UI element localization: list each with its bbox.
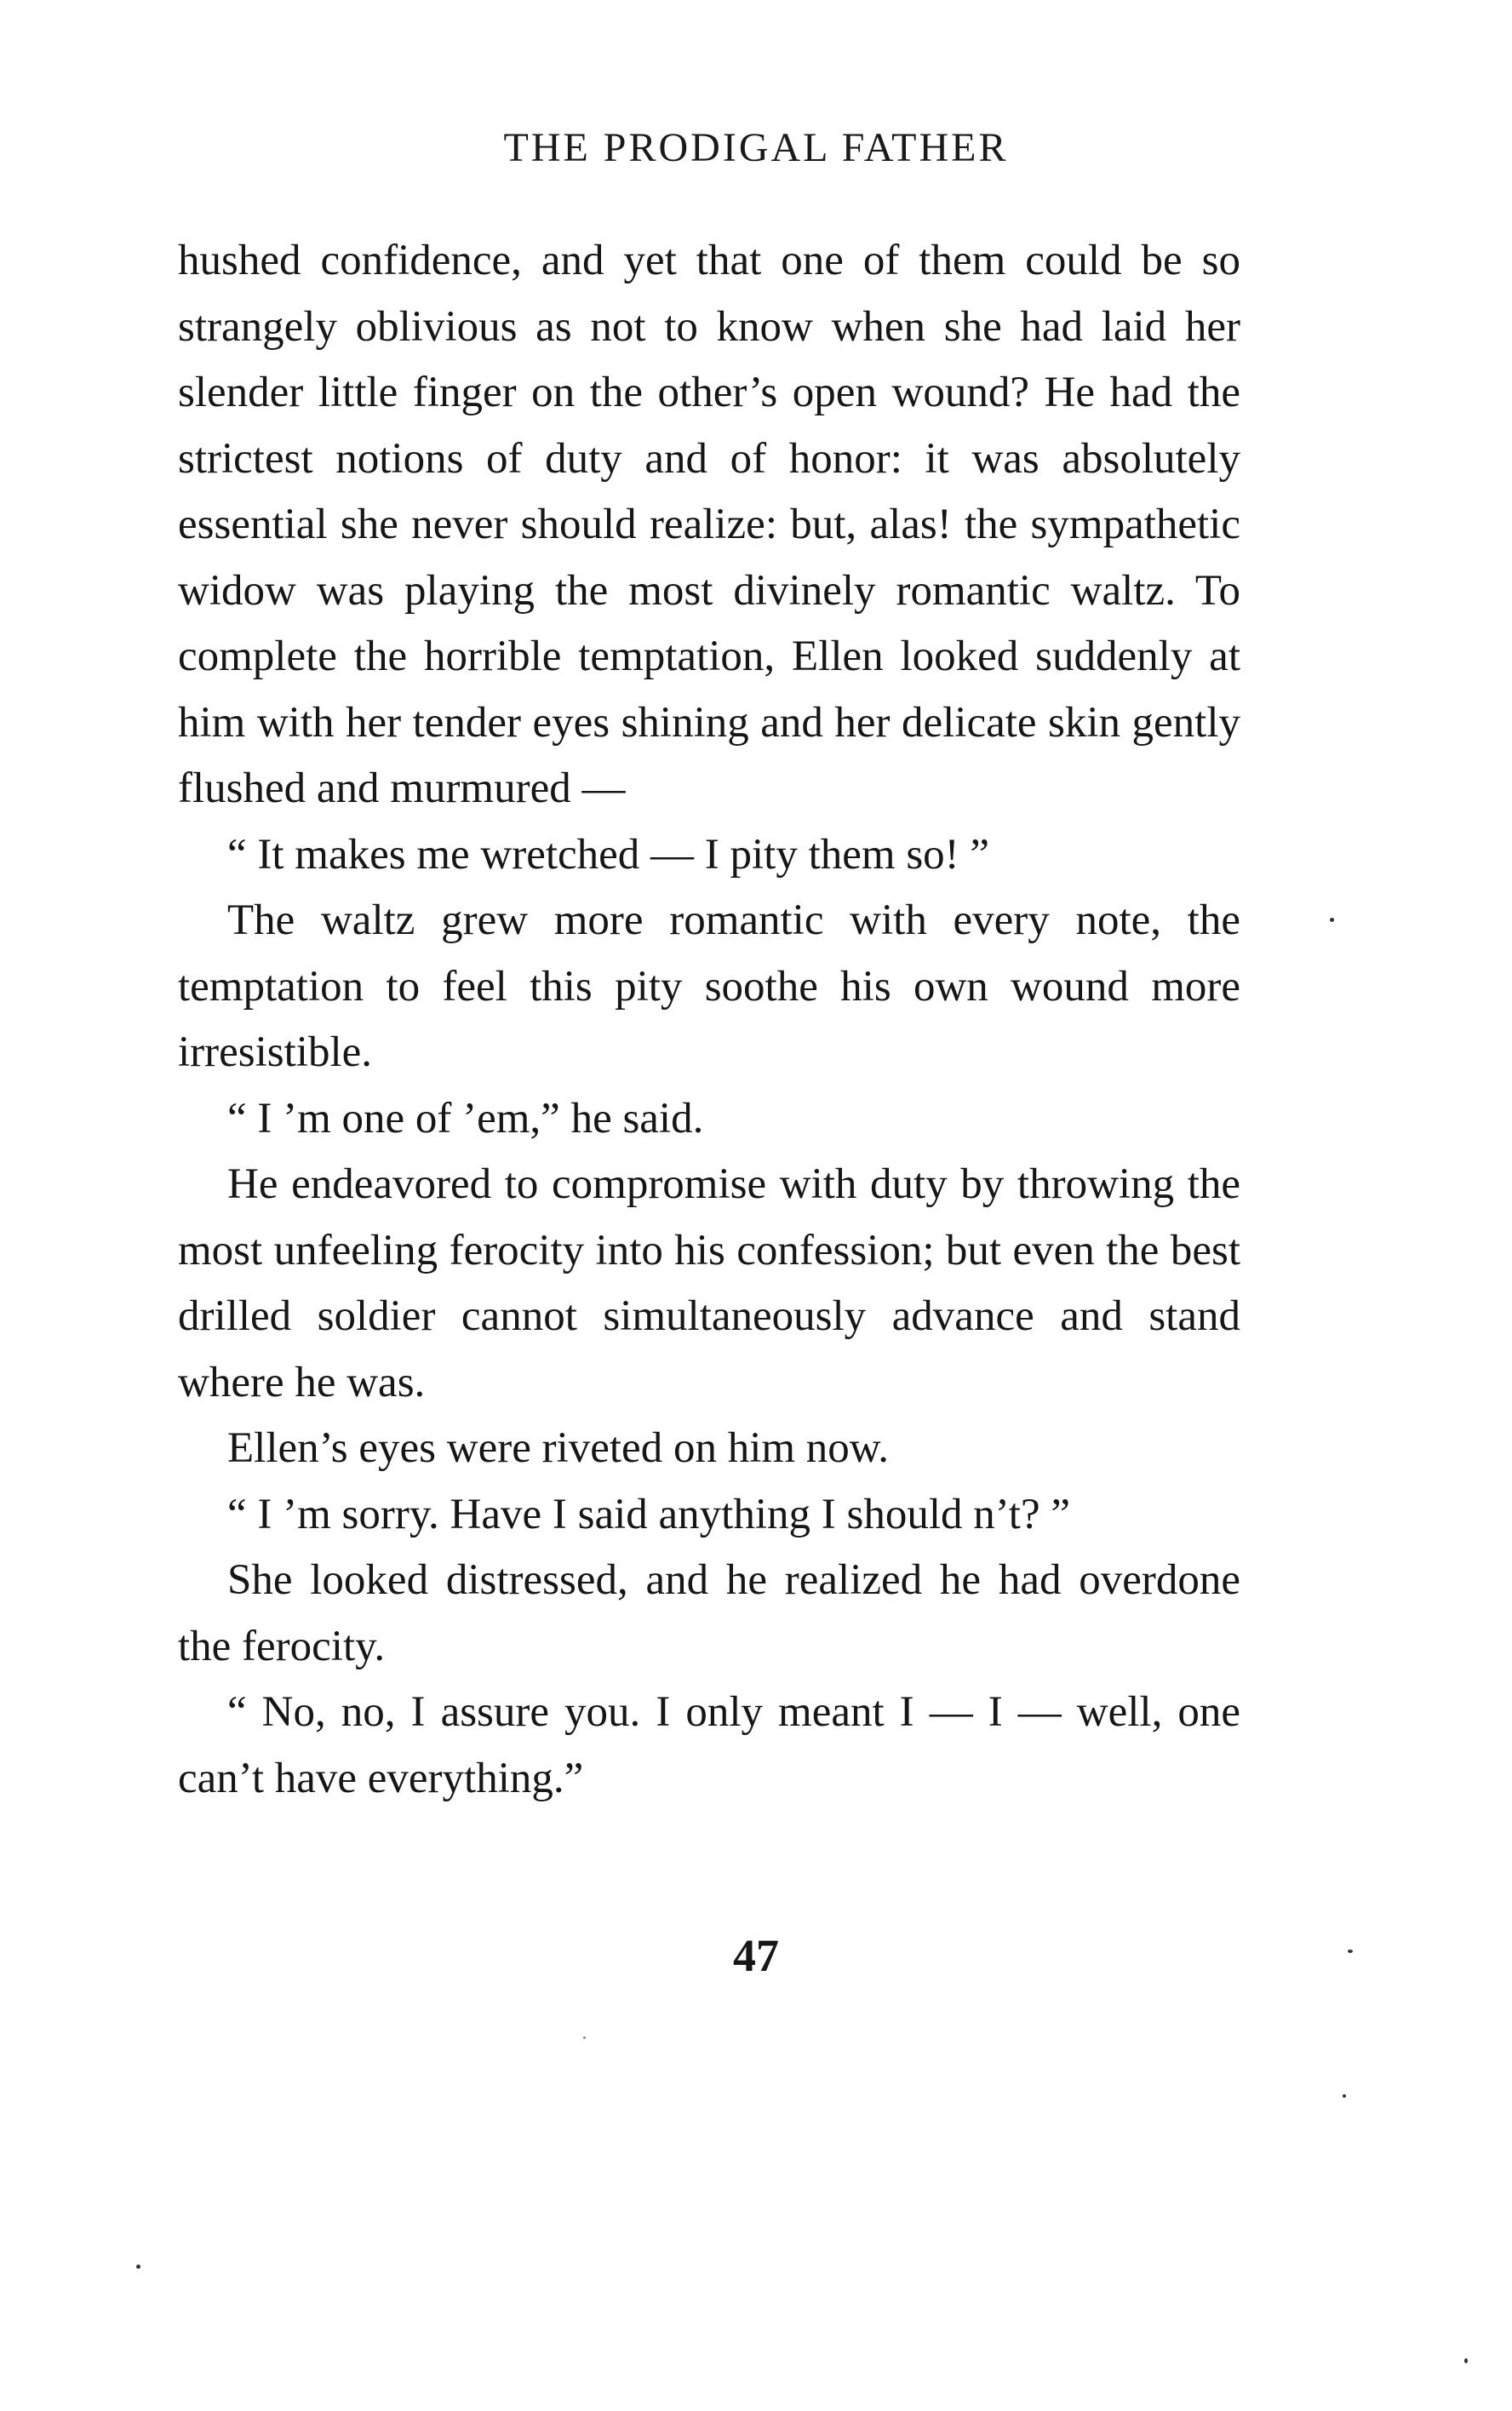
scan-speck	[1464, 2358, 1468, 2363]
scan-speck	[1330, 918, 1334, 922]
paragraph: She looked distressed, and he realized he had overdone the ferocity.	[178, 1556, 1240, 1670]
scan-speck	[583, 2036, 586, 2039]
paragraph: “ It makes me wretched — I pity them so! ”	[227, 830, 990, 879]
paragraph: He endeavored to compromise with duty by throwing the most unfeeling ferocity into his confession; but even the best drilled soldier cannot simultaneously advance and stand where he was.	[178, 1160, 1240, 1406]
scan-speck	[136, 2265, 140, 2269]
paragraph: “ I ’m sorry. Have I said anything I should n’t? ”	[227, 1490, 1070, 1538]
paragraph: The waltz grew more romantic with every note, the temptation to feel this pity soothe his own wound more irresistible.	[178, 896, 1240, 1076]
running-head: THE PRODIGAL FATHER	[503, 125, 1009, 170]
scan-speck	[1343, 2094, 1346, 2098]
body-text	[178, 228, 1240, 1812]
paragraph: Ellen’s eyes were riveted on him now.	[227, 1424, 890, 1472]
paragraph: “ No, no, I assure you. I only meant I — I — well, one can’t have everything.”	[178, 1688, 1240, 1802]
paragraph: hushed confidence, and yet that one of them could be so strangely oblivious as not to know when she had laid her slender little finger on the other’s open wound? He had the strictest notions of duty and of honor: it was absolutely essential she never should realize: but, alas! the sympathetic widow was playing the most divinely romantic waltz. To complete the horrible temptation, Ellen looked suddenly at him with her tender eyes shining and her delicate skin gently flushed and murmured —	[178, 237, 1240, 812]
page-number: 47	[733, 1930, 779, 1981]
paragraph: “ I ’m one of ’em,” he said.	[227, 1094, 704, 1143]
scan-speck	[1348, 1950, 1353, 1953]
